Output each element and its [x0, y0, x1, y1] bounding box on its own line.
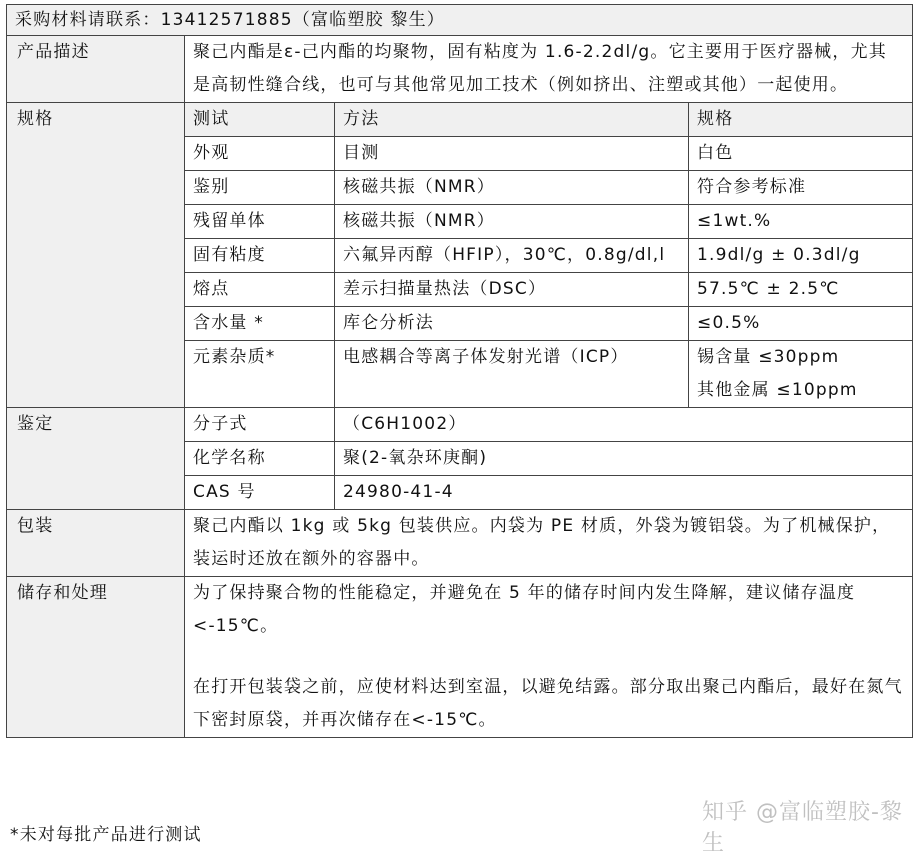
spec-method: 目测: [335, 137, 689, 171]
spec-value-secondary: 其他金属 ≤10ppm: [689, 374, 913, 408]
packaging-label: 包装: [7, 510, 185, 577]
spec-method: 电感耦合等离子体发射光谱（ICP）: [335, 341, 689, 408]
spec-test: 固有粘度: [185, 239, 335, 273]
storage-text-2: 在打开包装袋之前，应使材料达到室温，以避免结露。部分取出聚己内酯后，最好在氮气下密封原袋，并再次储存在<-15℃。: [193, 677, 903, 730]
footnote: *未对每批产品进行测试: [10, 825, 202, 845]
spec-test: 熔点: [185, 273, 335, 307]
spec-value: ≤1wt.%: [689, 205, 913, 239]
ident-value: 24980-41-4: [335, 476, 913, 510]
spec-method: 库仑分析法: [335, 307, 689, 341]
storage-label: 储存和处理: [7, 577, 185, 738]
spec-test: 外观: [185, 137, 335, 171]
spec-value: 1.9dl/g ± 0.3dl/g: [689, 239, 913, 273]
spec-value: ≤0.5%: [689, 307, 913, 341]
description-label: 产品描述: [7, 36, 185, 103]
ident-value: （C6H1002）: [335, 408, 913, 442]
storage-cell: [185, 577, 913, 738]
ident-key: 化学名称: [185, 442, 335, 476]
spec-method: 核磁共振（NMR）: [335, 171, 689, 205]
spec-method: 核磁共振（NMR）: [335, 205, 689, 239]
spec-value: 锡含量 ≤30ppm: [689, 341, 913, 375]
spec-table: [6, 4, 913, 738]
spec-value: 符合参考标准: [689, 171, 913, 205]
description-text: 聚己内酯是ε-己内酯的均聚物，固有粘度为 1.6-2.2dl/g。它主要用于医疗器械，尤其是高韧性缝合线，也可与其他常见加工技术（例如挤出、注塑或其他）一起使用。: [185, 36, 913, 103]
spec-method: 差示扫描量热法（DSC）: [335, 273, 689, 307]
spec-header-test: 测试: [185, 103, 335, 137]
ident-key: 分子式: [185, 408, 335, 442]
spec-label: 规格: [7, 103, 185, 408]
spec-test: 残留单体: [185, 205, 335, 239]
spec-sheet: [6, 4, 912, 738]
ident-value: 聚(2-氧杂环庚酮): [335, 442, 913, 476]
spec-test: 元素杂质*: [185, 341, 335, 408]
spec-test: 鉴别: [185, 171, 335, 205]
spec-header-spec: 规格: [689, 103, 913, 137]
identification-label: 鉴定: [7, 408, 185, 510]
spec-value: 57.5℃ ± 2.5℃: [689, 273, 913, 307]
ident-key: CAS 号: [185, 476, 335, 510]
storage-text-1: 为了保持聚合物的性能稳定，并避免在 5 年的储存时间内发生降解，建议储存温度<-15℃。: [193, 583, 856, 636]
spec-method: 六氟异丙醇（HFIP），30℃，0.8g/dl,l: [335, 239, 689, 273]
packaging-text: 聚己内酯以 1kg 或 5kg 包装供应。内袋为 PE 材质，外袋为镀铝袋。为了机械保护，装运时还放在额外的容器中。: [185, 510, 913, 577]
watermark: 知乎 @富临塑胶-黎生: [702, 800, 903, 856]
spec-test: 含水量 *: [185, 307, 335, 341]
spec-header-method: 方法: [335, 103, 689, 137]
spec-value: 白色: [689, 137, 913, 171]
contact-line: 采购材料请联系：13412571885（富临塑胶 黎生）: [7, 5, 913, 36]
